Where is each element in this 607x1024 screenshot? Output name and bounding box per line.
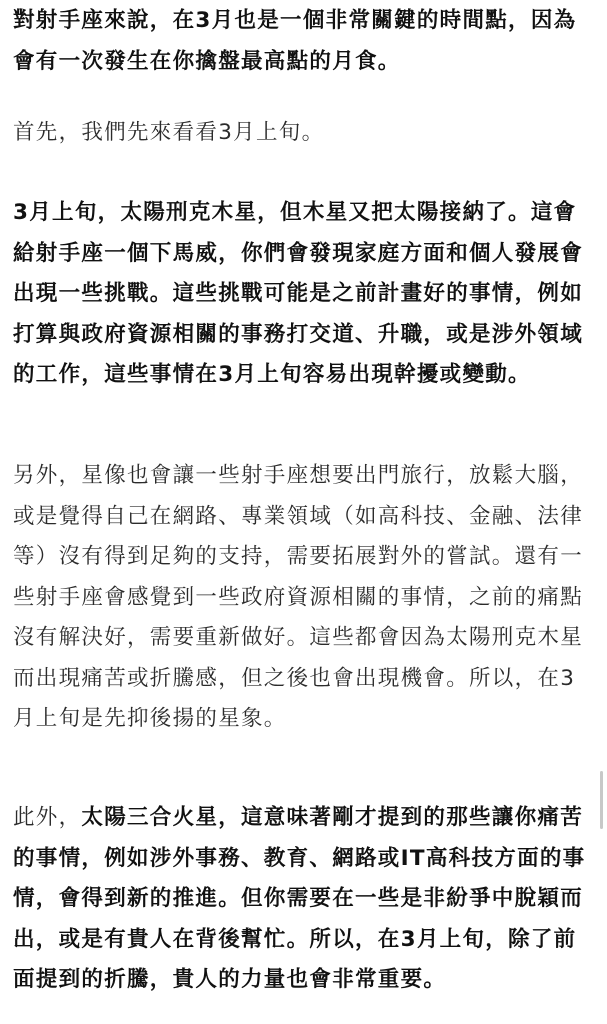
section3-bold-text: 太陽三合火星，這意味著剛才提到的那些讓你痛苦的事情，例如涉外事務、教育、網路或IT高科技方面的事情，會得到新的推進。但你需要在一些是非紛爭中脫穎而出，或是有貴人在背後幫忙。所以，在3月上旬，除了前面提到的折騰，貴人的力量也會非常重要。 <box>13 805 586 992</box>
section1-paragraph: 3月上旬，太陽刑克木星，但木星又把太陽接納了。這會給射手座一個下馬威，你們會發現家庭方面和個人發展會出現一些挑戰。這些挑戰可能是之前計畫好的事情，例如打算與政府資源相關的事務打交道、升職，或是涉外領域的工作，這些事情在3月上旬容易出現幹擾或變動。 <box>13 200 584 387</box>
section2-paragraph: 另外，星像也會讓一些射手座想要出門旅行，放鬆大腦，或是覺得自己在網路、專業領域（如高科技、金融、法律等）沒有得到足夠的支持，需要拓展對外的嘗試。還有一些射手座會感覺到一些政府資源相關的事情，之前的痛點沒有解決好，需要重新做好。這些都會因為太陽刑克木星而出現痛苦或折騰感，但之後也會出現機會。所以，在3月上旬是先抑後揚的星象。 <box>13 463 584 731</box>
section3-prefix: 此外， <box>13 805 82 830</box>
scrollbar-thumb[interactable] <box>600 771 603 829</box>
section3-paragraph <box>13 798 595 1001</box>
intro-paragraph: 對射手座來說，在3月也是一個非常關鍵的時間點，因為會有一次發生在你擒盤最高點的月食。 <box>13 8 577 74</box>
lead-paragraph: 首先，我們先來看看3月上旬。 <box>13 120 325 145</box>
